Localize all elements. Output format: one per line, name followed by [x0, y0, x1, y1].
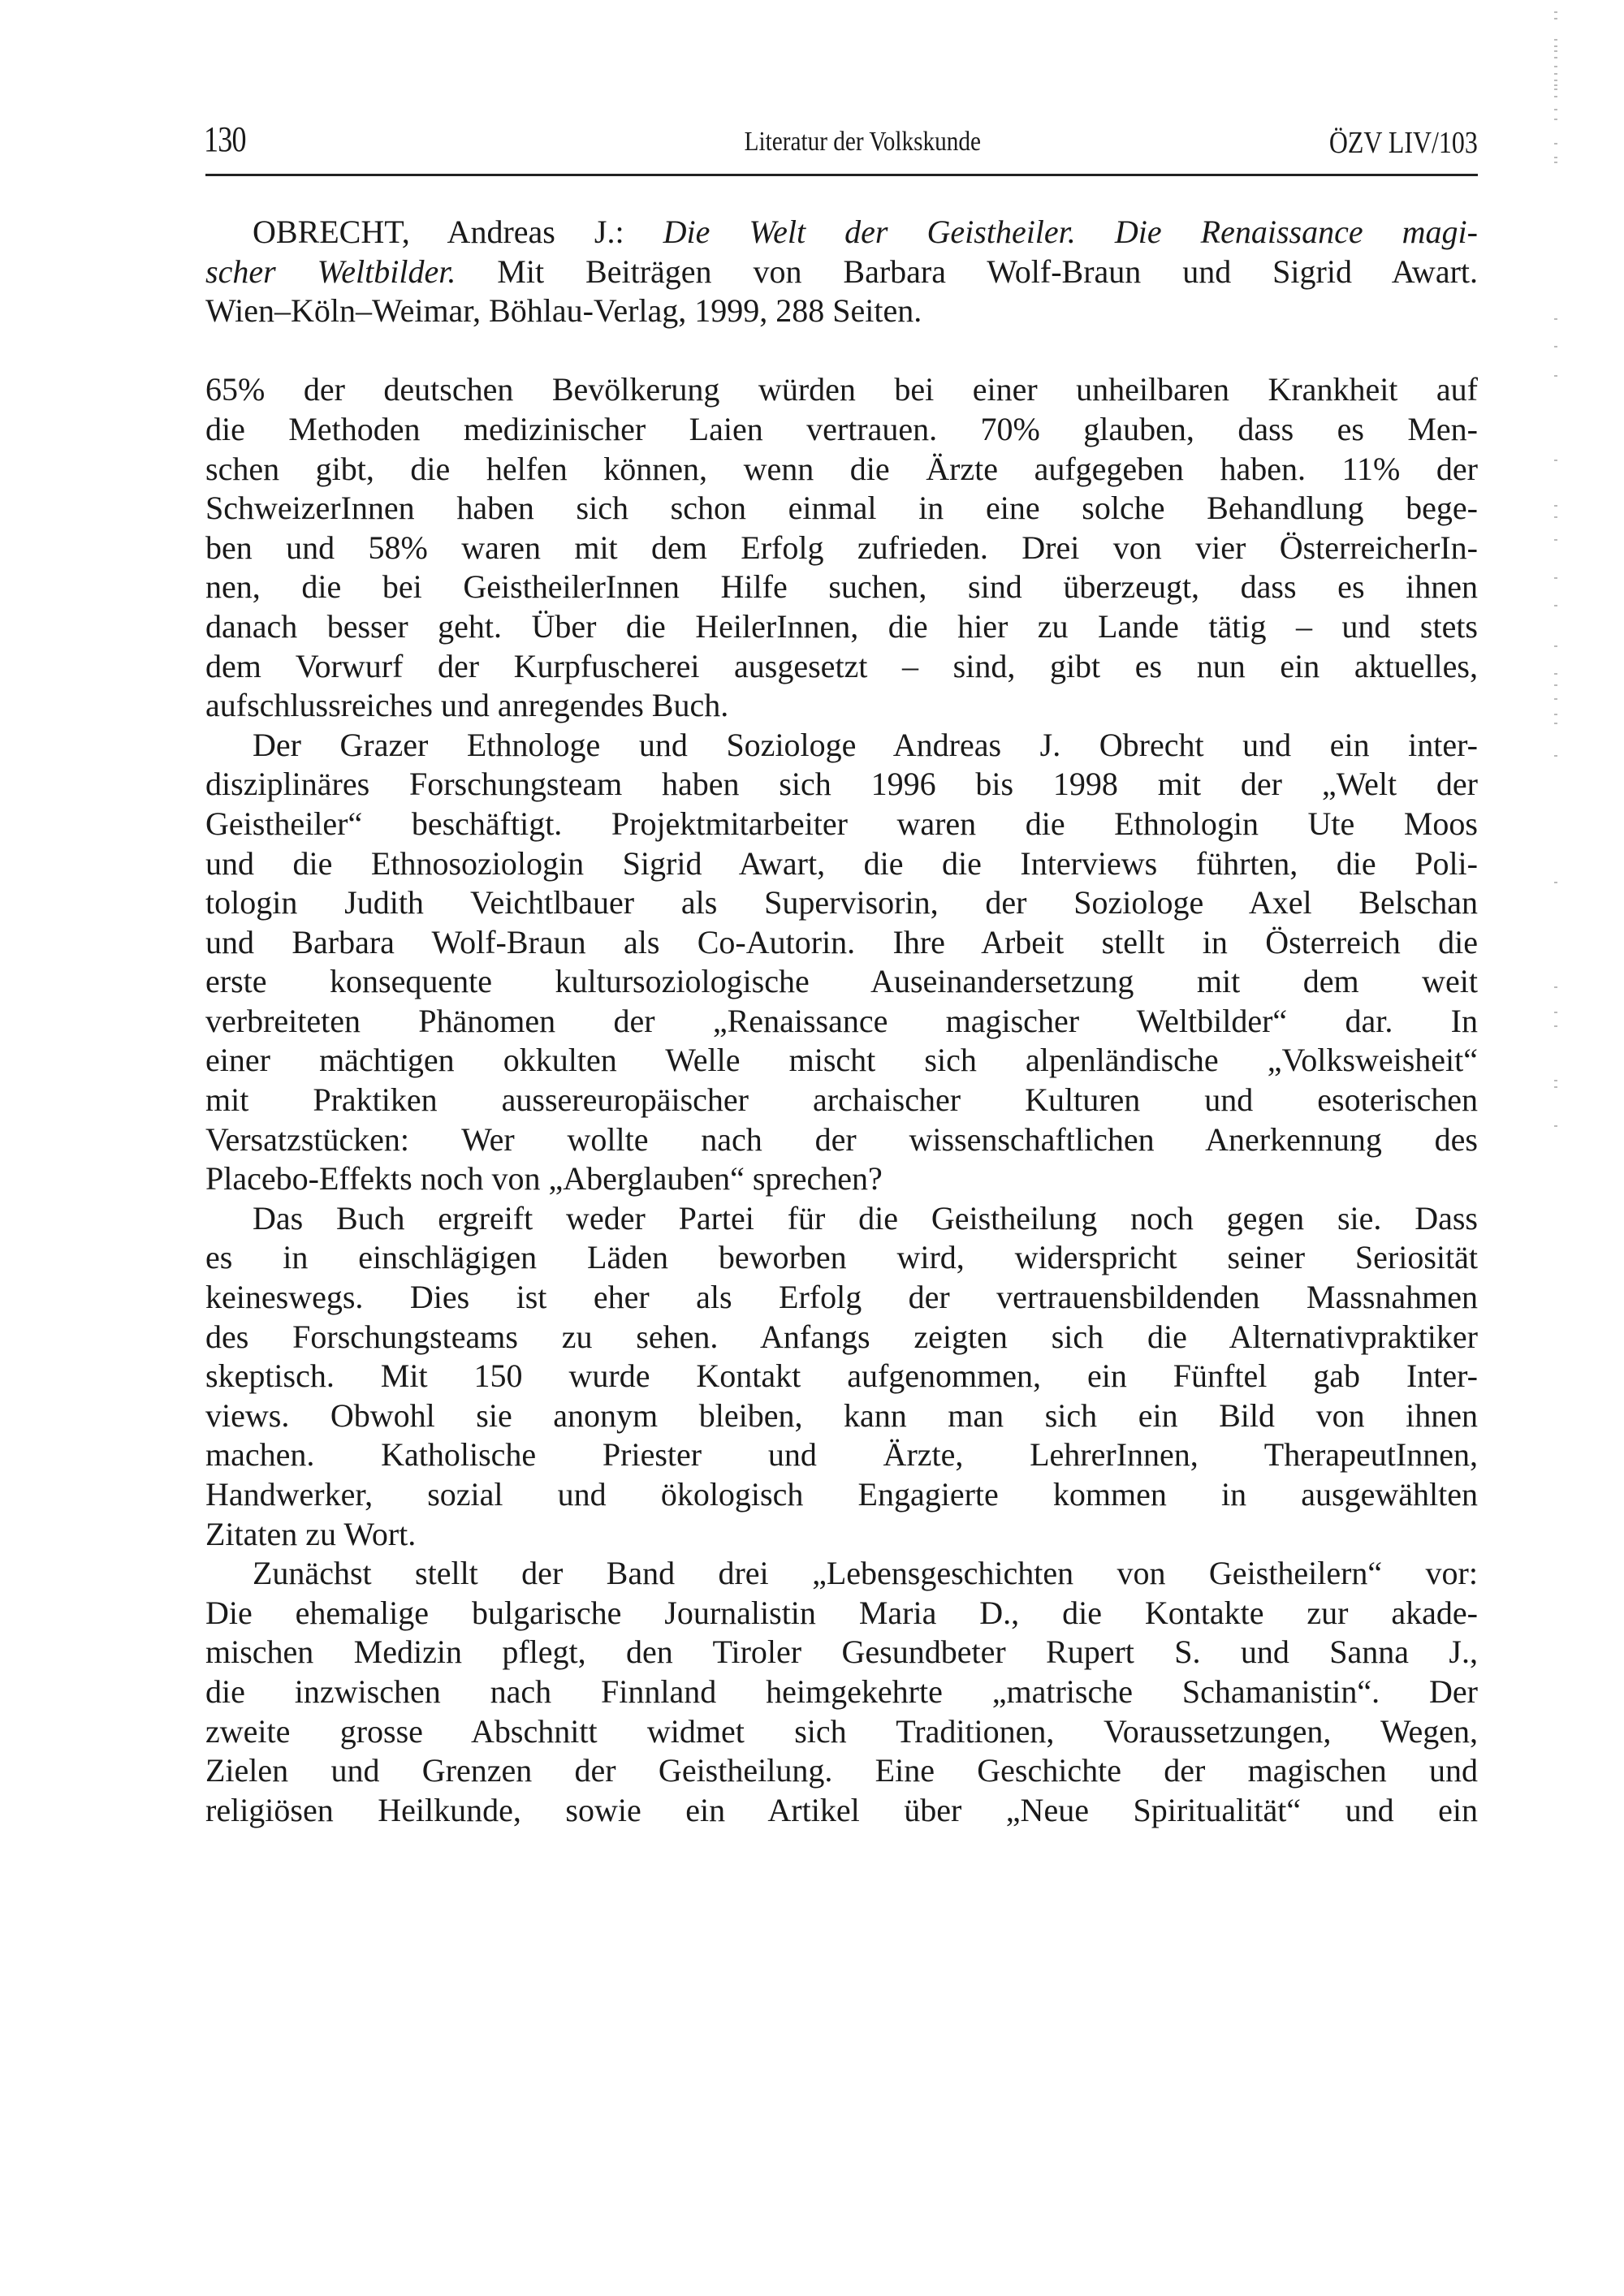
text-line: machen. Katholische Priester und Ärzte, LehrerInnen, TherapeutInnen,	[205, 1436, 1478, 1474]
scan-artifact	[1554, 605, 1557, 606]
text-line: Der Grazer Ethnologe und Soziologe Andreas J. Obrecht und ein inter-	[253, 726, 1478, 763]
scan-artifact	[1554, 318, 1557, 320]
page-number: 130	[204, 119, 246, 159]
scan-artifact	[1554, 673, 1557, 675]
text-line: verbreiteten Phänomen der „Renaissance magischer Weltbilder“ dar. In	[205, 1002, 1478, 1039]
scan-artifact	[1554, 755, 1557, 757]
text-line: keineswegs. Dies ist eher als Erfolg der vertrauensbildenden Massnahmen	[205, 1279, 1478, 1316]
scan-artifact	[1554, 157, 1557, 158]
paragraph	[205, 370, 1478, 725]
scan-artifact	[1554, 50, 1557, 52]
scan-artifact	[1554, 109, 1557, 110]
text-line: ben und 58% waren mit dem Erfolg zufrieden. Drei von vier ÖsterreicherIn-	[205, 529, 1478, 566]
scan-artifact	[1554, 1025, 1557, 1027]
paragraph	[205, 1199, 1478, 1554]
scan-margin-artifacts	[1502, 0, 1624, 2296]
text-line: Zitaten zu Wort.	[205, 1515, 417, 1552]
scan-artifact	[1554, 346, 1557, 347]
bibliography-line	[205, 252, 1478, 292]
text-line: danach besser geht. Über die HeilerInnen, die hier zu Lande tätig – und stets	[205, 607, 1478, 645]
text-line: religiösen Heilkunde, sowie ein Artikel über „Neue Spiritualität“ und ein	[205, 1791, 1478, 1828]
section-title: Literatur der Volkskunde	[744, 127, 981, 157]
book-contributors: Mit Beiträgen von Barbara Wolf-Braun und Sigrid Awart.	[456, 252, 1479, 290]
publication-details: Wien–Köln–Weimar, Böhlau-Verlag, 1999, 288 Seiten.	[205, 292, 922, 330]
running-header	[205, 119, 1478, 159]
text-line: disziplinäres Forschungsteam haben sich 1996 bis 1998 mit der „Welt der	[205, 766, 1478, 803]
text-line: Das Buch ergreift weder Partei für die Geistheilung noch gegen sie. Dass	[253, 1199, 1478, 1236]
scan-artifact	[1554, 460, 1557, 461]
text-line: Zunächst stellt der Band drei „Lebensgeschichten von Geistheilern“ vor:	[253, 1555, 1478, 1592]
text-line: tologin Judith Veichtlbauer als Supervisorin, der Soziologe Axel Belschan	[205, 884, 1478, 921]
scan-artifact	[1554, 1086, 1557, 1088]
text-line: SchweizerInnen haben sich schon einmal in eine solche Behandlung bege-	[205, 490, 1478, 527]
scan-artifact	[1554, 1080, 1557, 1081]
text-line: Geistheiler“ beschäftigt. Projektmitarbeiter waren die Ethnologin Ute Moos	[205, 805, 1478, 842]
scan-artifact	[1554, 88, 1557, 90]
text-line: Zielen und Grenzen der Geistheilung. Eine Geschichte der magischen und	[205, 1752, 1478, 1789]
text-line: schen gibt, die helfen können, wenn die Ärzte aufgegeben haben. 11% der	[205, 450, 1478, 487]
book-title-continued: scher Weltbilder.	[205, 252, 456, 290]
scan-artifact	[1554, 57, 1557, 58]
scan-artifact	[1554, 1125, 1557, 1127]
book-author: OBRECHT, Andreas J.:	[253, 214, 624, 250]
text-line: nen, die bei GeistheilerInnen Hilfe suchen, sind überzeugt, dass es ihnen	[205, 568, 1478, 606]
scan-artifact	[1554, 375, 1557, 377]
bibliography-line	[205, 213, 1478, 252]
text-line: die inzwischen nach Finnland heimgekehrte „matrische Schamanistin“. Der	[205, 1672, 1478, 1710]
text-line: und die Ethnosoziologin Sigrid Awart, die die Interviews führten, die Poli-	[205, 844, 1478, 882]
bibliographic-entry	[205, 213, 1478, 331]
text-line: dem Vorwurf der Kurpfuscherei ausgesetzt – sind, gibt es nun ein aktuelles,	[205, 647, 1478, 684]
header-rule	[205, 174, 1478, 176]
scan-artifact	[1554, 143, 1557, 145]
book-title: Die Welt der Geistheiler. Die Renaissance magi-	[663, 214, 1478, 250]
scan-artifact	[1554, 18, 1557, 19]
text-line: mit Praktiken aussereuropäischer archaischer Kulturen und esoterischen	[205, 1081, 1478, 1119]
text-line: Placebo-Effekts noch von „Aberglauben“ sprechen?	[205, 1160, 883, 1198]
scan-artifact	[1554, 684, 1557, 686]
journal-reference: ÖZV LIV/103	[1329, 126, 1478, 160]
scan-artifact	[1554, 539, 1557, 541]
text-line: Die ehemalige bulgarische Journalistin Maria D., die Kontakte zur akade-	[205, 1594, 1478, 1631]
scan-artifact	[1554, 698, 1557, 700]
text-line: und Barbara Wolf-Braun als Co-Autorin. Ihre Arbeit stellt in Österreich die	[205, 923, 1478, 960]
review-paragraphs	[205, 370, 1478, 1830]
text-line: des Forschungsteams zu sehen. Anfangs zeigten sich die Alternativpraktiker	[205, 1318, 1478, 1355]
review-body	[205, 213, 1478, 1830]
paragraph	[205, 1554, 1478, 1830]
scan-artifact	[1554, 986, 1557, 988]
scan-artifact	[1554, 1012, 1557, 1013]
scan-artifact	[1554, 714, 1557, 715]
scan-artifact	[1554, 96, 1557, 97]
text-line: die Methoden medizinischer Laien vertrauen. 70% glauben, dass es Men-	[205, 410, 1478, 447]
text-line: 65% der deutschen Bevölkerung würden bei einer unheilbaren Krankheit auf	[205, 371, 1478, 408]
scan-artifact	[1554, 119, 1557, 120]
scan-artifact	[1554, 162, 1557, 163]
scan-artifact	[1554, 84, 1557, 86]
text-line: es in einschlägigen Läden beworben wird, widerspricht seiner Seriosität	[205, 1239, 1478, 1276]
scan-artifact	[1554, 882, 1557, 883]
scan-artifact	[1554, 39, 1557, 41]
text-line: Versatzstücken: Wer wollte nach der wissenschaftlichen Anerkennung des	[205, 1120, 1478, 1158]
text-line: zweite grosse Abschnitt widmet sich Traditionen, Voraussetzungen, Wegen,	[205, 1712, 1478, 1750]
paragraph	[205, 726, 1478, 1199]
scan-artifact	[1554, 645, 1557, 647]
scan-artifact	[1554, 577, 1557, 579]
text-line: skeptisch. Mit 150 wurde Kontakt aufgenommen, ein Fünftel gab Inter-	[205, 1357, 1478, 1395]
text-line: erste konsequente kultursoziologische Auseinandersetzung mit dem weit	[205, 963, 1478, 1000]
scan-artifact	[1554, 11, 1557, 13]
scan-artifact	[1554, 73, 1557, 75]
scan-artifact	[1554, 505, 1557, 507]
text-line: views. Obwohl sie anonym bleiben, kann man sich ein Bild von ihnen	[205, 1396, 1478, 1434]
scan-artifact	[1554, 66, 1557, 67]
text-line: Handwerker, sozial und ökologisch Engagierte kommen in ausgewählten	[205, 1476, 1478, 1513]
scan-artifact	[1554, 723, 1557, 724]
text-line: mischen Medizin pflegt, den Tiroler Gesundbeter Rupert S. und Sanna J.,	[205, 1634, 1478, 1671]
scan-artifact	[1554, 45, 1557, 47]
scan-artifact	[1554, 516, 1557, 518]
scan-artifact	[1554, 80, 1557, 81]
text-line: aufschlussreiches und anregendes Buch.	[205, 687, 729, 724]
text-line: einer mächtigen okkulten Welle mischt sich alpenländische „Volksweisheit“	[205, 1042, 1478, 1079]
